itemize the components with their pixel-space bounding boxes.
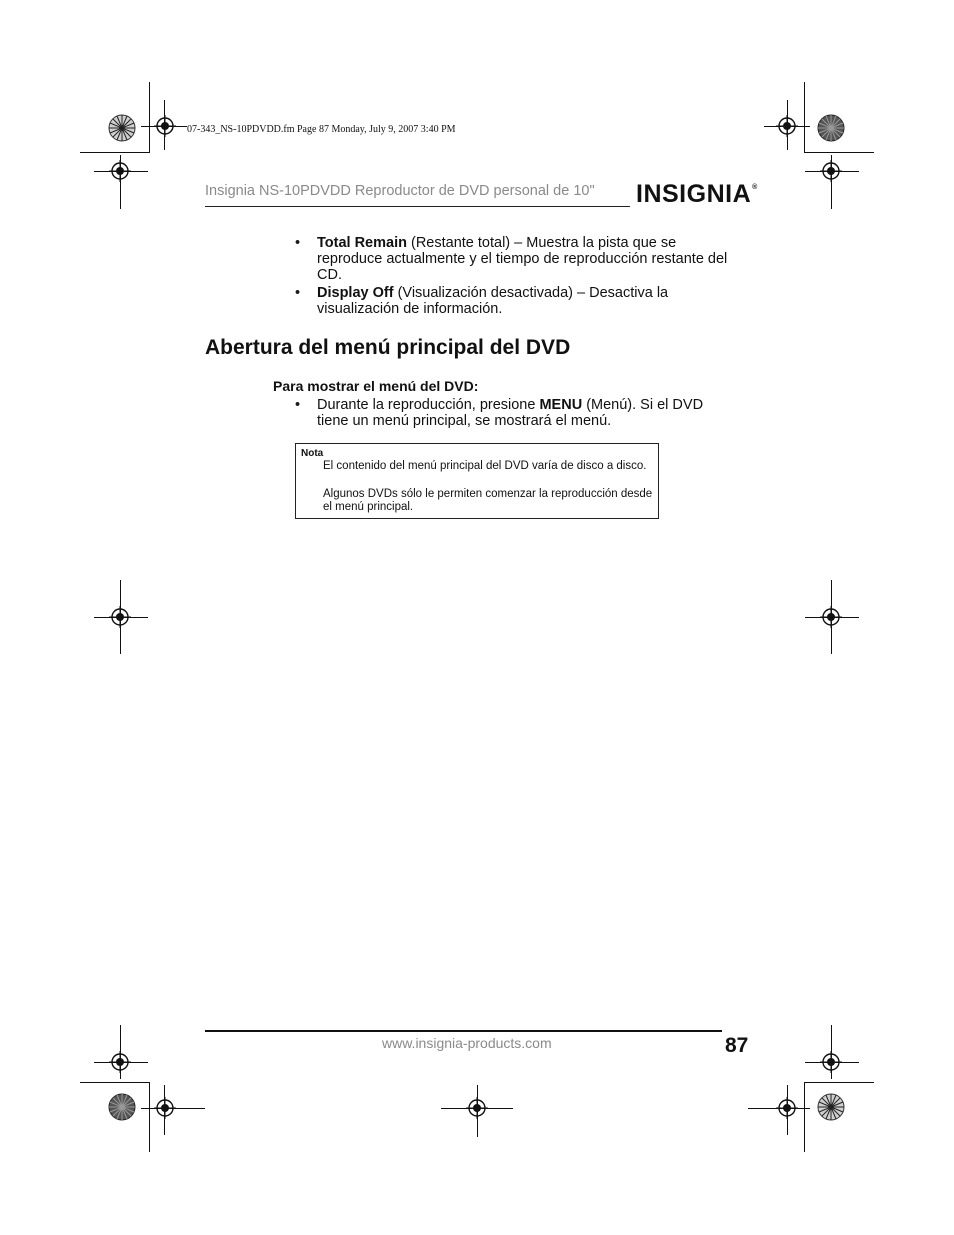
- step-term: MENU: [539, 397, 583, 413]
- running-header-title: Insignia NS-10PDVDD Reproductor de DVD personal de 10": [205, 183, 595, 199]
- list-item: [317, 285, 712, 317]
- starburst-target-icon: [108, 1093, 136, 1121]
- registration-mark-icon: [154, 1097, 176, 1119]
- bullet-symbol: •: [295, 397, 301, 413]
- starburst-target-icon: [817, 114, 845, 142]
- list-item-term: Total Remain: [317, 235, 407, 251]
- registration-mark-icon: [109, 160, 131, 182]
- starburst-target-icon: [108, 114, 136, 142]
- crop-mark-line: [804, 1082, 874, 1083]
- list-item: [317, 235, 742, 284]
- crop-mark-line: [149, 1082, 150, 1152]
- logo-text: INSIGNIA: [636, 180, 752, 208]
- section-heading: Abertura del menú principal del DVD: [205, 336, 571, 359]
- crop-mark-line: [804, 1082, 805, 1152]
- note-label: Nota: [301, 448, 324, 459]
- crop-mark-line: [80, 152, 150, 153]
- list-item-text: (Restante total) – Muestra la pista que se reproduce actualmente y el tiempo de reproducción restante del CD.: [317, 235, 728, 284]
- registration-mark-icon: [820, 606, 842, 628]
- logo-registered-mark: ®: [752, 184, 758, 191]
- starburst-target-icon: [817, 1093, 845, 1121]
- header-rule: [205, 206, 630, 207]
- note-box: [295, 443, 659, 519]
- crop-mark-line: [804, 82, 805, 152]
- step-text-after: (Menú). Si el DVD tiene un menú principal, se mostrará el menú.: [317, 397, 704, 430]
- bullet-symbol: •: [295, 235, 301, 251]
- registration-mark-icon: [109, 606, 131, 628]
- footer-rule: [205, 1030, 722, 1032]
- crop-mark-line: [80, 1082, 150, 1083]
- step-text-before: Durante la reproducción, presione: [317, 397, 540, 413]
- note-item: Algunos DVDs sólo le permiten comenzar la reproducción desde el menú principal.: [323, 488, 653, 513]
- list-item-term: Display Off: [317, 285, 394, 301]
- page-number: 87: [725, 1034, 749, 1057]
- registration-mark-icon: [109, 1051, 131, 1073]
- insignia-logo: [636, 180, 758, 209]
- bullet-symbol: •: [295, 285, 301, 301]
- list-item: [317, 397, 737, 429]
- registration-mark-icon: [820, 1051, 842, 1073]
- procedure-heading: Para mostrar el menú del DVD:: [273, 378, 479, 394]
- note-item: El contenido del menú principal del DVD varía de disco a disco.: [323, 460, 647, 472]
- registration-mark-icon: [820, 160, 842, 182]
- registration-mark-icon: [776, 1097, 798, 1119]
- registration-mark-icon: [466, 1097, 488, 1119]
- registration-mark-icon: [776, 115, 798, 137]
- print-slug: 07-343_NS-10PDVDD.fm Page 87 Monday, July 9, 2007 3:40 PM: [187, 124, 456, 135]
- crop-mark-line: [804, 152, 874, 153]
- crop-mark-line: [149, 82, 150, 152]
- registration-mark-icon: [154, 115, 176, 137]
- list-item-text: (Visualización desactivada) – Desactiva la visualización de información.: [317, 285, 669, 318]
- footer-url: www.insignia-products.com: [382, 1035, 552, 1051]
